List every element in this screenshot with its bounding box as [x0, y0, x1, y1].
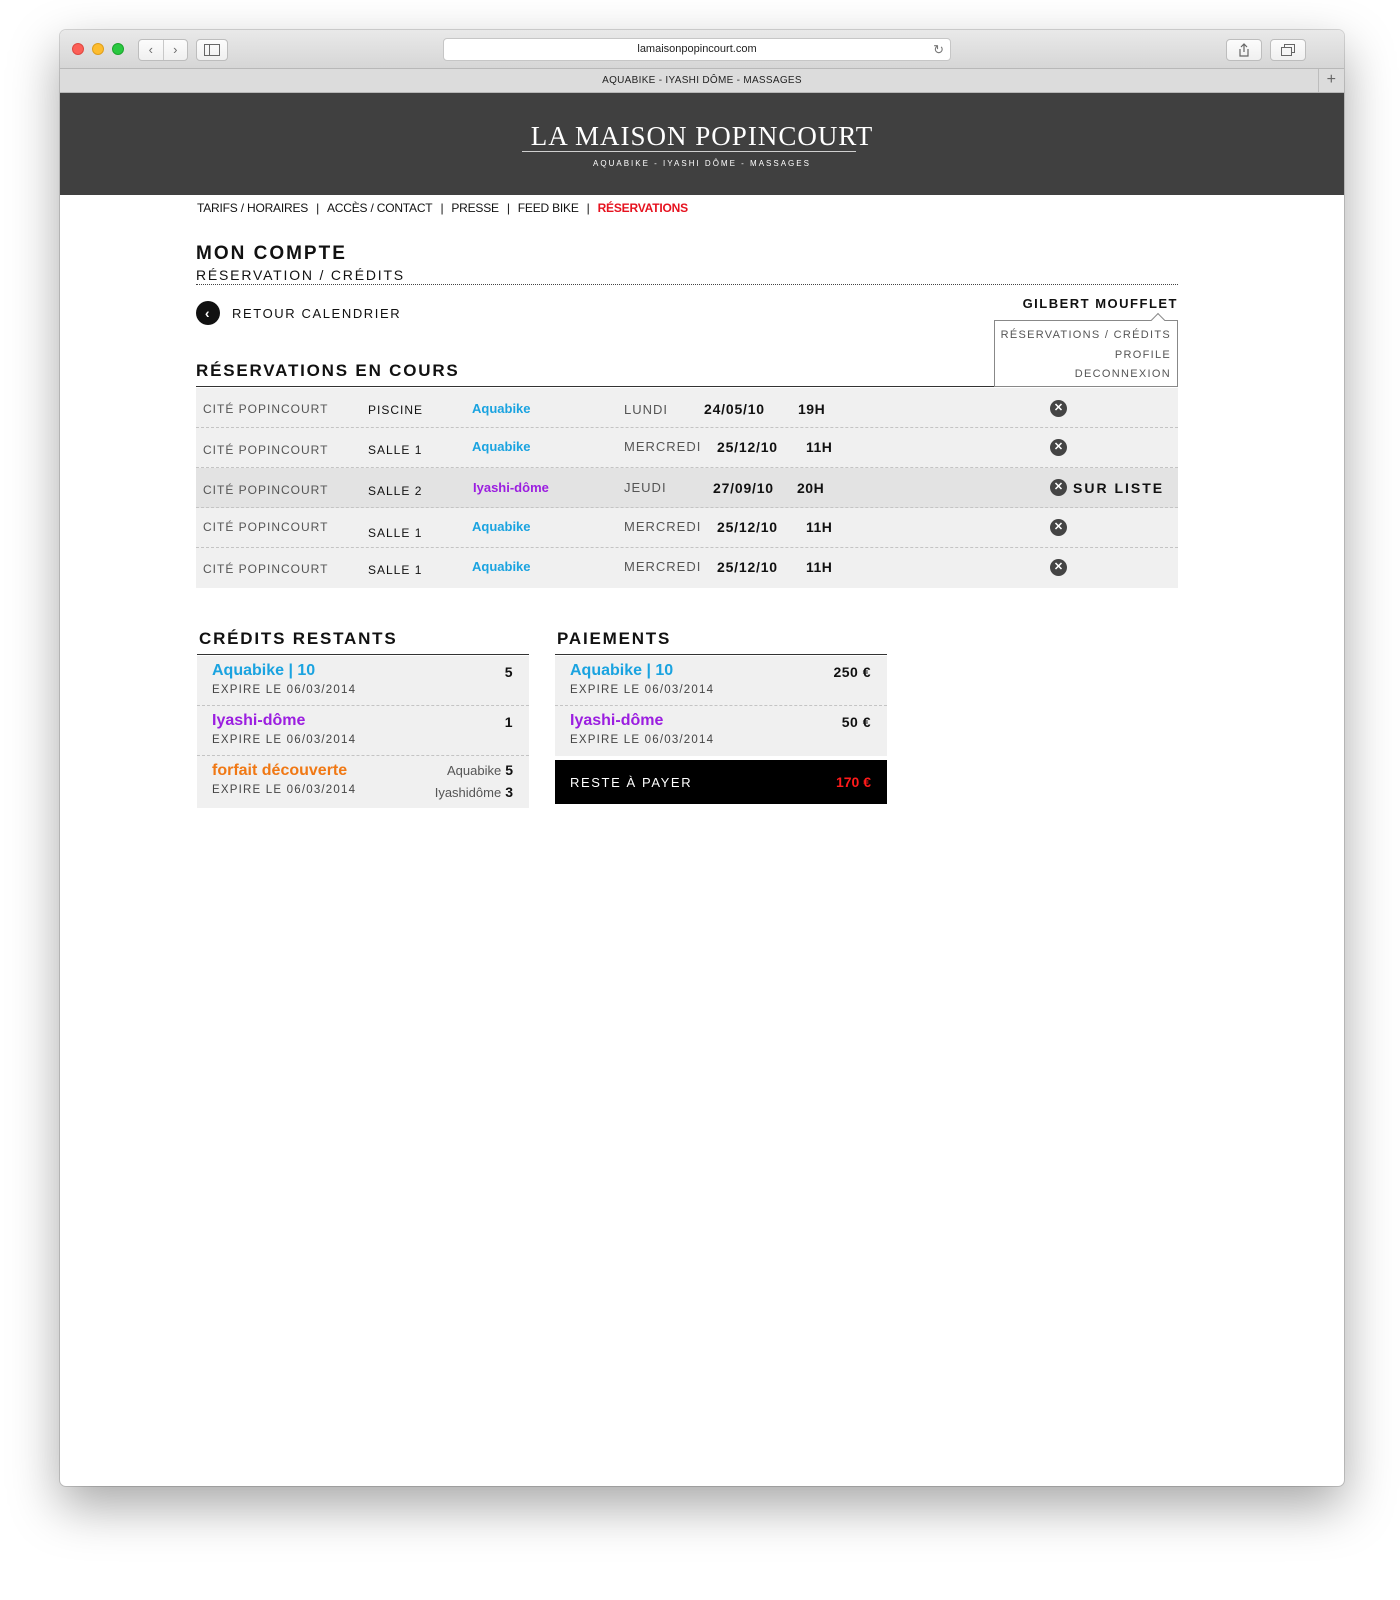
nav-separator: |: [506, 201, 510, 215]
close-window-button[interactable]: [72, 43, 84, 55]
breakdown-count: 3: [505, 784, 513, 800]
site-cell: CITÉ POPINCOURT: [203, 402, 329, 416]
payment-amount: 50 €: [841, 714, 871, 730]
site-tagline: AQUABIKE - IYASHI DÔME - MASSAGES: [593, 159, 811, 168]
reservations-rule: [196, 386, 994, 387]
room-cell: SALLE 2: [368, 484, 423, 498]
reload-icon[interactable]: ↻: [933, 42, 944, 57]
menu-item-profile[interactable]: PROFILE: [1114, 348, 1171, 361]
site-cell: CITÉ POPINCOURT: [203, 483, 329, 497]
table-row: [196, 388, 1178, 428]
date-cell: 24/05/10: [704, 401, 765, 417]
table-row: [196, 428, 1178, 468]
nav-item-reservations[interactable]: RÉSERVATIONS: [597, 201, 688, 215]
payment-name: Iyashi-dôme: [570, 712, 664, 729]
menu-item-logout[interactable]: DECONNEXION: [1074, 368, 1171, 380]
payments-rule: [555, 654, 887, 655]
time-cell: 11H: [806, 439, 833, 455]
tab-bar: [60, 69, 1344, 93]
nav-item-acces[interactable]: ACCÈS / CONTACT: [326, 201, 433, 215]
browser-window: [60, 30, 1344, 1486]
day-cell: MERCREDI: [624, 519, 702, 534]
table-row: [196, 508, 1178, 548]
cancel-reservation-icon[interactable]: ✕: [1050, 559, 1067, 576]
waitlist-status: SUR LISTE: [1073, 480, 1165, 496]
credit-name: Aquabike | 10: [212, 662, 316, 679]
window-controls: [72, 43, 124, 55]
dropdown-caret: [1151, 313, 1165, 327]
credit-count: 5: [504, 664, 513, 680]
activity-cell[interactable]: Iyashi-dôme: [473, 480, 549, 495]
page-title: MON COMPTE: [196, 243, 347, 264]
room-cell: SALLE 1: [368, 526, 423, 540]
cancel-reservation-icon[interactable]: ✕: [1050, 400, 1067, 417]
day-cell: JEUDI: [624, 480, 667, 495]
payment-expiry: EXPIRE LE 06/03/2014: [570, 684, 715, 696]
cancel-reservation-icon[interactable]: ✕: [1050, 519, 1067, 536]
cancel-reservation-icon[interactable]: ✕: [1050, 439, 1067, 456]
reservations-title: RÉSERVATIONS EN COURS: [196, 361, 460, 380]
credit-name: forfait découverte: [212, 762, 348, 779]
day-cell: LUNDI: [624, 402, 669, 417]
sidebar-icon: [204, 44, 220, 56]
active-tab-title[interactable]: AQUABIKE - IYASHI DÔME - MASSAGES: [602, 75, 802, 86]
back-label: RETOUR CALENDRIER: [232, 305, 402, 321]
brand-underline: [522, 151, 856, 152]
activity-cell[interactable]: Aquabike: [472, 559, 531, 574]
payment-item: [555, 656, 887, 706]
activity-cell[interactable]: Aquabike: [472, 401, 531, 416]
breakdown-label: Iyashidôme: [434, 785, 502, 800]
minimize-window-button[interactable]: [92, 43, 104, 55]
credit-breakdown-aquabike: [447, 762, 513, 778]
share-icon: [1238, 43, 1250, 57]
cancel-reservation-icon[interactable]: ✕: [1050, 479, 1067, 496]
nav-item-feed-bike[interactable]: FEED BIKE: [517, 201, 579, 215]
date-cell: 27/09/10: [713, 480, 774, 496]
remaining-amount: 170 €: [835, 774, 871, 790]
credit-item: [197, 656, 529, 706]
site-cell: CITÉ POPINCOURT: [203, 520, 329, 534]
credit-expiry: EXPIRE LE 06/03/2014: [212, 734, 357, 746]
table-row: [196, 548, 1178, 588]
site-cell: CITÉ POPINCOURT: [203, 443, 329, 457]
nav-item-presse[interactable]: PRESSE: [451, 201, 499, 215]
user-menu-toggle[interactable]: GILBERT MOUFFLET: [1022, 296, 1178, 311]
credit-name: Iyashi-dôme: [212, 712, 306, 729]
payment-name: Aquabike | 10: [570, 662, 674, 679]
time-cell: 19H: [798, 401, 826, 417]
payment-amount: 250 €: [833, 664, 871, 680]
credit-expiry: EXPIRE LE 06/03/2014: [212, 784, 357, 796]
nav-separator: |: [440, 201, 444, 215]
share-button[interactable]: [1226, 39, 1262, 61]
nav-separator: |: [586, 201, 590, 215]
url-text: lamaisonpopincourt.com: [637, 43, 757, 55]
room-cell: PISCINE: [368, 403, 424, 417]
site-cell: CITÉ POPINCOURT: [203, 562, 329, 576]
payment-item: [555, 706, 887, 756]
remaining-balance: [555, 760, 887, 804]
credits-title: CRÉDITS RESTANTS: [199, 629, 398, 648]
history-nav: [138, 39, 188, 61]
credit-count: 1: [504, 714, 513, 730]
new-tab-icon[interactable]: +: [1318, 69, 1344, 92]
credit-item: [197, 756, 529, 808]
time-cell: 20H: [797, 480, 825, 496]
day-cell: MERCREDI: [624, 559, 702, 574]
credit-expiry: EXPIRE LE 06/03/2014: [212, 684, 357, 696]
reservations-table: [196, 388, 1178, 588]
tabs-overview-button[interactable]: [1270, 39, 1306, 61]
date-cell: 25/12/10: [717, 519, 778, 535]
time-cell: 11H: [806, 519, 833, 535]
forward-nav-icon[interactable]: ›: [173, 42, 178, 57]
user-dropdown: [994, 320, 1178, 387]
activity-cell[interactable]: Aquabike: [472, 439, 531, 454]
activity-cell[interactable]: Aquabike: [472, 519, 531, 534]
main-nav: [197, 201, 688, 215]
header-divider: [196, 284, 1178, 285]
sidebar-toggle-button[interactable]: [196, 39, 228, 61]
time-cell: 11H: [806, 559, 833, 575]
room-cell: SALLE 1: [368, 443, 423, 457]
breakdown-label: Aquabike: [446, 763, 502, 778]
table-row: [196, 468, 1178, 508]
room-cell: SALLE 1: [368, 563, 423, 577]
back-nav-icon[interactable]: ‹: [139, 40, 164, 60]
remaining-label: RESTE À PAYER: [570, 775, 693, 790]
day-cell: MERCREDI: [624, 439, 702, 454]
tabs-icon: [1281, 44, 1295, 56]
nav-separator: |: [316, 201, 319, 215]
date-cell: 25/12/10: [717, 559, 778, 575]
credit-breakdown-iyashi: [435, 784, 513, 800]
breakdown-count: 5: [505, 762, 513, 778]
payments-title: PAIEMENTS: [557, 629, 672, 648]
site-header: [60, 93, 1344, 195]
browser-toolbar: [60, 30, 1344, 69]
site-brand[interactable]: LA MAISON POPINCOURT: [530, 121, 874, 151]
zoom-window-button[interactable]: [112, 43, 124, 55]
payment-expiry: EXPIRE LE 06/03/2014: [570, 734, 715, 746]
menu-item-reservations-credits[interactable]: RÉSERVATIONS / CRÉDITS: [1000, 329, 1171, 341]
credits-rule: [197, 654, 529, 655]
credit-item: [197, 706, 529, 756]
address-bar[interactable]: [443, 38, 951, 61]
nav-item-tarifs[interactable]: TARIFS / HORAIRES: [197, 201, 309, 215]
back-to-calendar-link[interactable]: [196, 301, 401, 325]
date-cell: 25/12/10: [717, 439, 778, 455]
page-subtitle: RÉSERVATION / CRÉDITS: [196, 267, 405, 283]
back-arrow-icon: ‹: [196, 301, 220, 325]
